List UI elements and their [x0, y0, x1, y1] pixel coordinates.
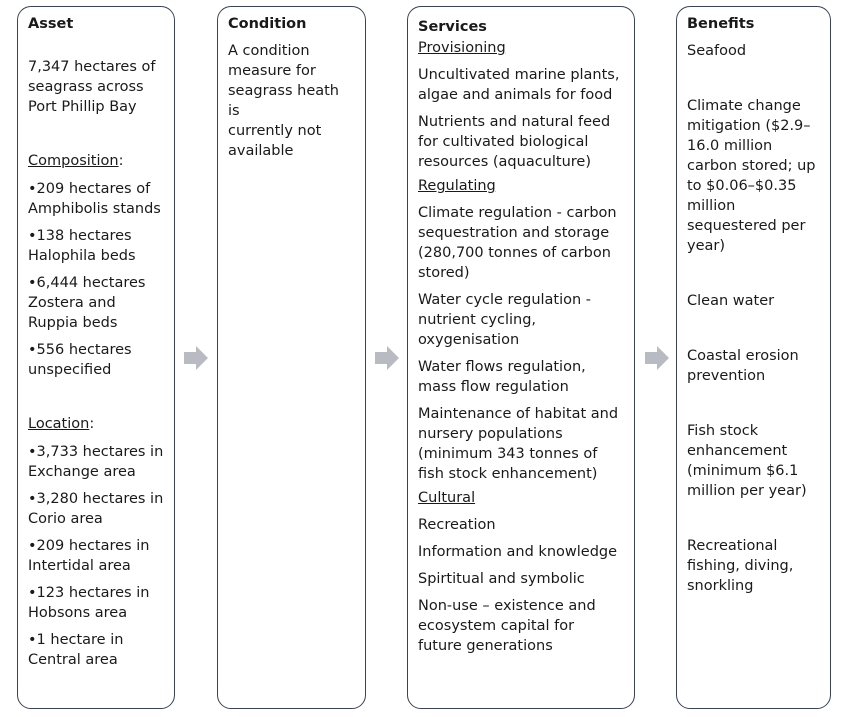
benefit-item: Recreational fishing, diving, snorkling	[687, 538, 794, 594]
location-item: •1 hectare in Central area	[28, 632, 124, 668]
cultural-heading: Cultural	[418, 490, 476, 506]
location-item: •3,280 hectares in Corio area	[28, 491, 164, 527]
benefit-item: Coastal erosion prevention	[687, 348, 799, 384]
condition-title: Condition	[228, 16, 307, 32]
asset-title: Asset	[28, 16, 74, 32]
composition-heading-line	[28, 151, 164, 171]
benefits-title: Benefits	[687, 16, 755, 32]
arrow-right-icon	[375, 346, 399, 370]
composition-item: •556 hectares unspecified	[28, 342, 132, 378]
service-item: Spirtitual and symbolic	[418, 571, 585, 587]
service-item: Recreation	[418, 517, 496, 533]
asset-intro: 7,347 hectares of seagrass across Port Phillip Bay	[28, 59, 156, 115]
composition-item: •209 hectares of Amphibolis stands	[28, 181, 161, 217]
arrow-right-icon	[184, 346, 208, 370]
service-item: Water flows regulation, mass flow regulation	[418, 359, 586, 395]
composition-item: •138 hectares Halophila beds	[28, 228, 136, 264]
location-colon: :	[89, 416, 95, 432]
service-item: Water cycle regulation - nutrient cycling, oxygenisation	[418, 292, 592, 348]
location-heading-line	[28, 414, 164, 434]
benefits-box	[676, 6, 831, 709]
composition-heading: Composition	[28, 153, 119, 169]
location-item: •123 hectares in Hobsons area	[28, 585, 150, 621]
service-item: Uncultivated marine plants, algae and animals for food	[418, 67, 620, 103]
location-heading: Location	[28, 416, 90, 432]
benefit-item: Clean water	[687, 293, 775, 309]
services-box	[407, 6, 635, 709]
services-title: Services	[418, 19, 487, 35]
benefit-item: Fish stock enhancement (minimum $6.1 million per year)	[687, 423, 807, 499]
arrow-right-icon	[645, 346, 669, 370]
service-item: Nutrients and natural feed for cultivated biological resources (aquaculture)	[418, 114, 611, 170]
regulating-heading: Regulating	[418, 178, 496, 194]
benefit-item: Climate change mitigation ($2.9– 16.0 million carbon stored; up to $0.06–$0.35 million sequestered per year)	[687, 98, 816, 254]
asset-box	[17, 6, 175, 709]
service-item: Non-use – existence and ecosystem capital for future generations	[418, 598, 596, 654]
composition-item: •6,444 hectares Zostera and Ruppia beds	[28, 275, 146, 331]
service-item: Climate regulation - carbon sequestration and storage (280,700 tonnes of carbon stored)	[418, 205, 617, 281]
location-item: •209 hectares in Intertidal area	[28, 538, 150, 574]
location-item: •3,733 hectares in Exchange area	[28, 444, 164, 480]
service-item: Maintenance of habitat and nursery populations (minimum 343 tonnes of fish stock enhancement)	[418, 406, 619, 482]
condition-text: A condition measure for seagrass heath is currently not available	[228, 43, 340, 159]
composition-colon: :	[118, 153, 124, 169]
provisioning-heading: Provisioning	[418, 40, 506, 56]
condition-box	[217, 6, 366, 709]
service-item: Information and knowledge	[418, 544, 618, 560]
benefit-item: Seafood	[687, 43, 747, 59]
